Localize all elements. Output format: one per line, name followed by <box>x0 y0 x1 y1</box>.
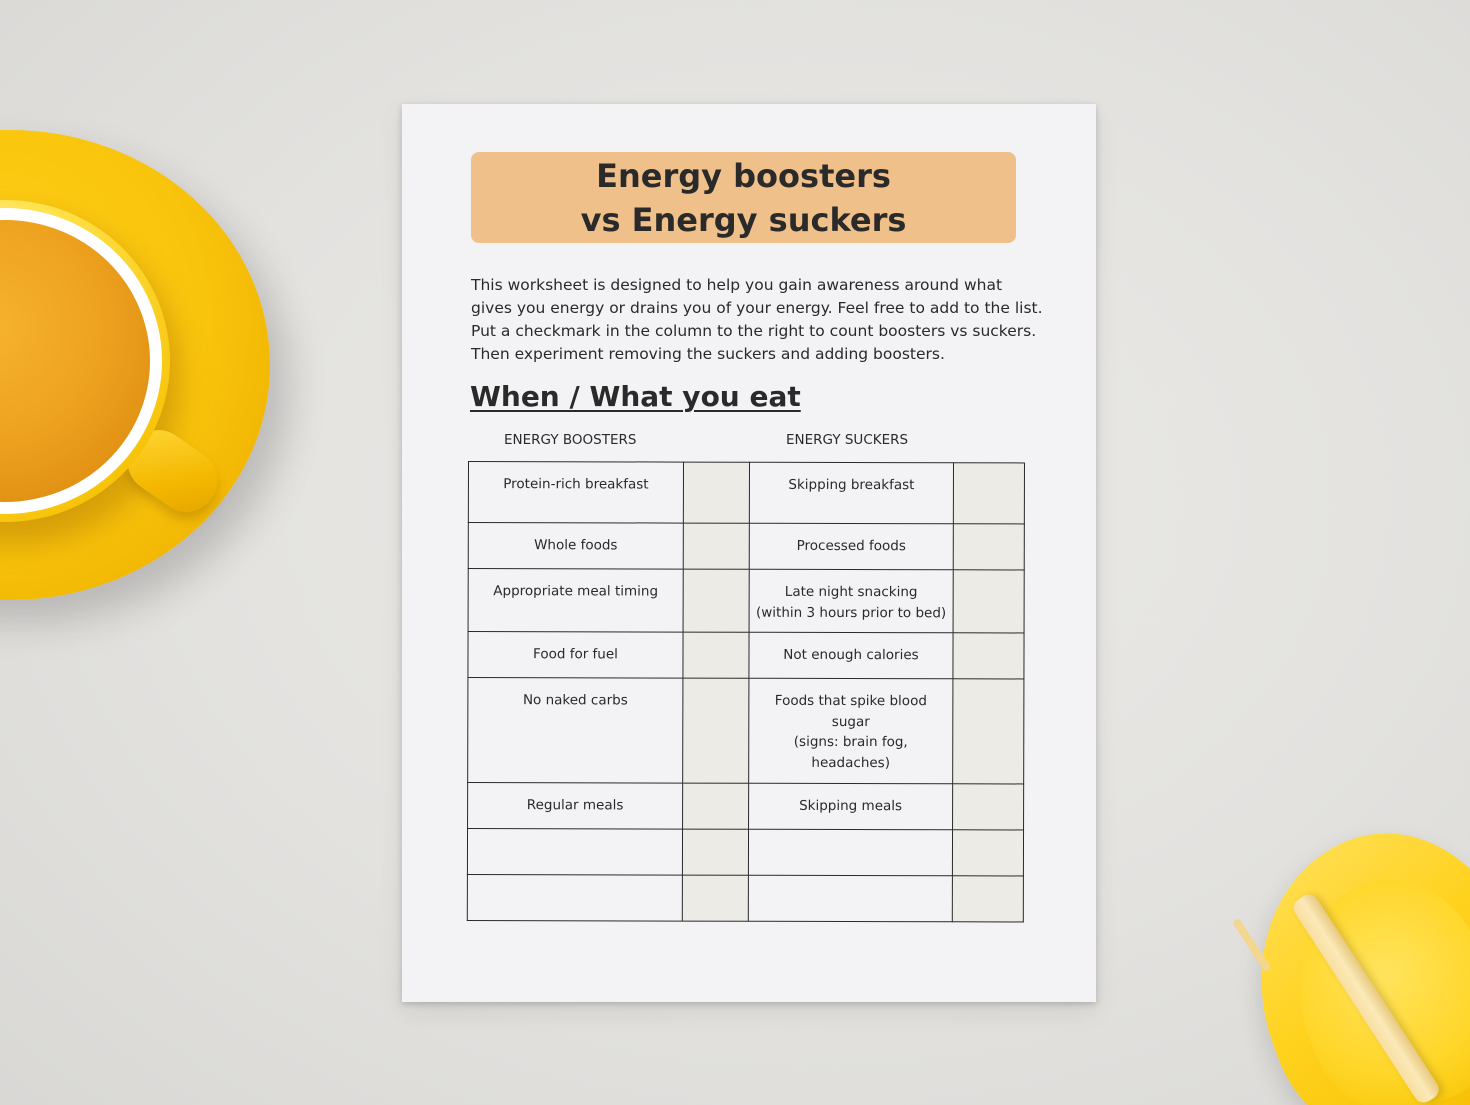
sucker-checkbox-cell[interactable] <box>953 633 1024 679</box>
table-row <box>468 783 1024 830</box>
sucker-checkbox-cell[interactable] <box>953 570 1024 633</box>
sucker-cell: Not enough calories <box>749 632 953 679</box>
sucker-cell: Skipping meals <box>749 783 953 830</box>
booster-cell: Regular meals <box>468 783 683 830</box>
section-heading: When / What you eat <box>470 380 801 413</box>
booster-cell: Whole foods <box>468 523 683 570</box>
table-row <box>467 829 1023 876</box>
table-row <box>468 462 1024 524</box>
booster-cell[interactable] <box>467 829 682 876</box>
energy-table <box>467 461 1025 922</box>
sucker-checkbox-cell[interactable] <box>953 784 1024 830</box>
booster-cell: No naked carbs <box>468 678 683 784</box>
booster-cell: Food for fuel <box>468 632 683 679</box>
sucker-checkbox-cell[interactable] <box>952 830 1023 876</box>
booster-checkbox-cell[interactable] <box>683 783 749 829</box>
title-line-2: vs Energy suckers <box>580 200 907 239</box>
column-header-suckers: ENERGY SUCKERS <box>786 432 909 448</box>
table-row <box>468 523 1024 570</box>
sucker-cell: Skipping breakfast <box>749 462 953 524</box>
intro-line: This worksheet is designed to help you gain awareness around what <box>471 276 1003 294</box>
intro-line: Then experiment removing the suckers and adding boosters. <box>471 345 945 363</box>
sucker-cell[interactable] <box>748 875 952 922</box>
table-row <box>467 874 1023 921</box>
sucker-cell: Foods that spike blood sugar (signs: brain fog, headaches) <box>749 678 953 784</box>
worksheet-page <box>402 104 1096 1002</box>
sucker-cell: Processed foods <box>749 523 953 570</box>
table-row <box>468 678 1024 784</box>
booster-checkbox-cell[interactable] <box>683 569 749 632</box>
booster-cell: Appropriate meal timing <box>468 569 683 633</box>
booster-cell[interactable] <box>467 874 682 921</box>
booster-checkbox-cell[interactable] <box>683 678 749 783</box>
sucker-cell: Late night snacking (within 3 hours prior to bed) <box>749 569 953 633</box>
title-line-1: Energy boosters <box>596 156 891 195</box>
booster-checkbox-cell[interactable] <box>683 523 749 569</box>
intro-line: Put a checkmark in the column to the right to count boosters vs suckers. <box>471 322 1037 340</box>
title-banner <box>471 152 1016 243</box>
table-row <box>468 569 1024 633</box>
table-row <box>468 632 1024 679</box>
booster-checkbox-cell[interactable] <box>682 829 748 875</box>
sucker-checkbox-cell[interactable] <box>953 524 1024 570</box>
column-header-boosters: ENERGY BOOSTERS <box>504 432 637 448</box>
sucker-checkbox-cell[interactable] <box>953 679 1024 784</box>
intro-line: gives you energy or drains you of your energy. Feel free to add to the list. <box>471 299 1043 317</box>
booster-cell: Protein-rich breakfast <box>468 462 683 524</box>
sucker-checkbox-cell[interactable] <box>952 876 1023 922</box>
booster-checkbox-cell[interactable] <box>683 462 749 523</box>
sucker-checkbox-cell[interactable] <box>953 463 1024 524</box>
booster-checkbox-cell[interactable] <box>683 632 749 678</box>
sucker-cell[interactable] <box>748 829 952 876</box>
booster-checkbox-cell[interactable] <box>682 875 748 921</box>
intro-paragraph <box>471 274 1043 366</box>
